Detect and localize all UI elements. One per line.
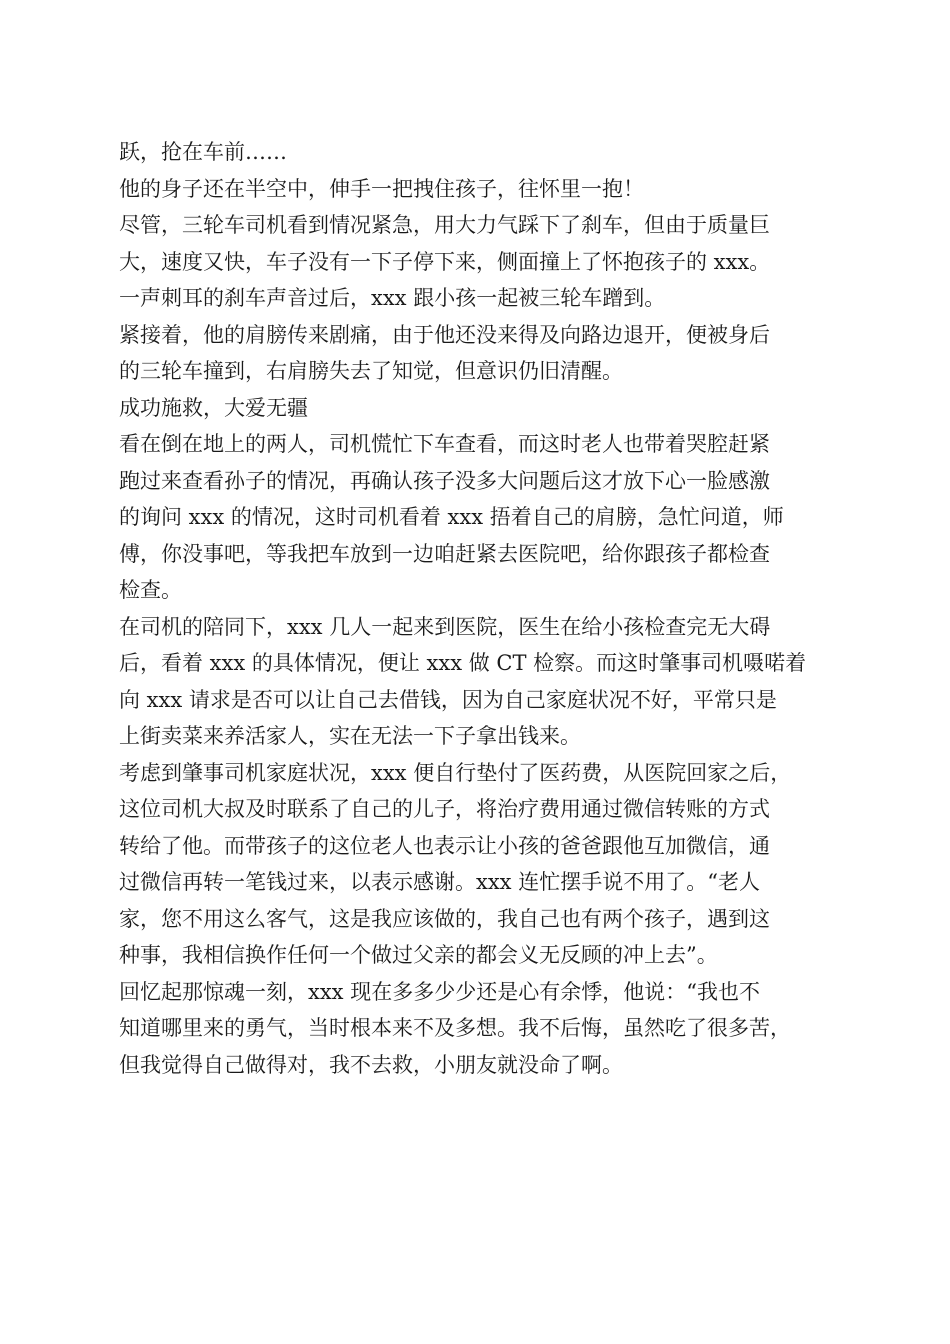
text-line: 种事，我相信换作任何一个做过父亲的都会义无反顾的冲上去”。: [119, 943, 718, 967]
text-line: 看在倒在地上的两人，司机慌忙下车查看，而这时老人也带着哭腔赶紧: [119, 432, 770, 456]
text-line: 跃，抢在车前……: [119, 140, 287, 164]
article-body: [119, 134, 839, 1083]
text-line: 大，速度又快，车子没有一下子停下来，侧面撞上了怀抱孩子的 xxx。: [119, 249, 771, 274]
text-line: 的询问 xxx 的情况，这时司机看着 xxx 捂着自己的肩膀，急忙问道，师: [119, 505, 784, 529]
text-line: 尽管，三轮车司机看到情况紧急，用大力气踩下了刹车，但由于质量巨: [119, 213, 770, 237]
text-line: 傅，你没事吧，等我把车放到一边咱赶紧去医院吧，给你跟孩子都检查: [119, 541, 770, 566]
text-line: 他的身子还在半空中，伸手一把拽住孩子，往怀里一抱！: [119, 176, 644, 201]
text-line: 考虑到肇事司机家庭状况，xxx 便自行垫付了医药费，从医院回家之后，: [119, 760, 792, 785]
text-line: 过微信再转一笔钱过来，以表示感谢。xxx 连忙摆手说不用了。“老人: [119, 870, 760, 894]
text-line: 转给了他。而带孩子的这位老人也表示让小孩的爸爸跟他互加微信，通: [119, 833, 770, 858]
text-line: 这位司机大叔及时联系了自己的儿子，将治疗费用通过微信转账的方式: [119, 797, 770, 821]
text-line: 上街卖菜来养活家人，实在无法一下子拿出钱来。: [119, 724, 581, 748]
text-line: 跑过来查看孙子的情况，再确认孩子没多大问题后这才放下心一脸感激: [119, 468, 770, 493]
text-line: 一声刺耳的刹车声音过后，xxx 跟小孩一起被三轮车蹭到。: [119, 286, 666, 310]
text-line: 回忆起那惊魂一刻，xxx 现在多多少少还是心有余悸，他说：“我也不: [119, 979, 760, 1004]
text-line: 后，看着 xxx 的具体情况，便让 xxx 做 CT 检察。而这时肇事司机嗫喏着: [119, 651, 807, 675]
text-line: 的三轮车撞到，右肩膀失去了知觉，但意识仍旧清醒。: [119, 359, 623, 383]
text-line: 检查。: [119, 578, 182, 602]
text-line: 成功施救，大爱无疆: [119, 395, 308, 420]
text-line: 紧接着，他的肩膀传来剧痛，由于他还没来得及向路边退开，便被身后: [119, 322, 770, 347]
text-line: 家，您不用这么客气，这是我应该做的，我自己也有两个孩子，遇到这: [119, 906, 770, 931]
text-line: 但我觉得自己做得对，我不去救，小朋友就没命了啊。: [119, 1052, 623, 1077]
text-line: 知道哪里来的勇气，当时根本来不及多想。我不后悔，虽然吃了很多苦，: [119, 1016, 791, 1040]
text-line: 向 xxx 请求是否可以让自己去借钱，因为自己家庭状况不好，平常只是: [119, 687, 777, 712]
text-line: 在司机的陪同下，xxx 几人一起来到医院，医生在给小孩检查完无大碍: [119, 614, 771, 639]
